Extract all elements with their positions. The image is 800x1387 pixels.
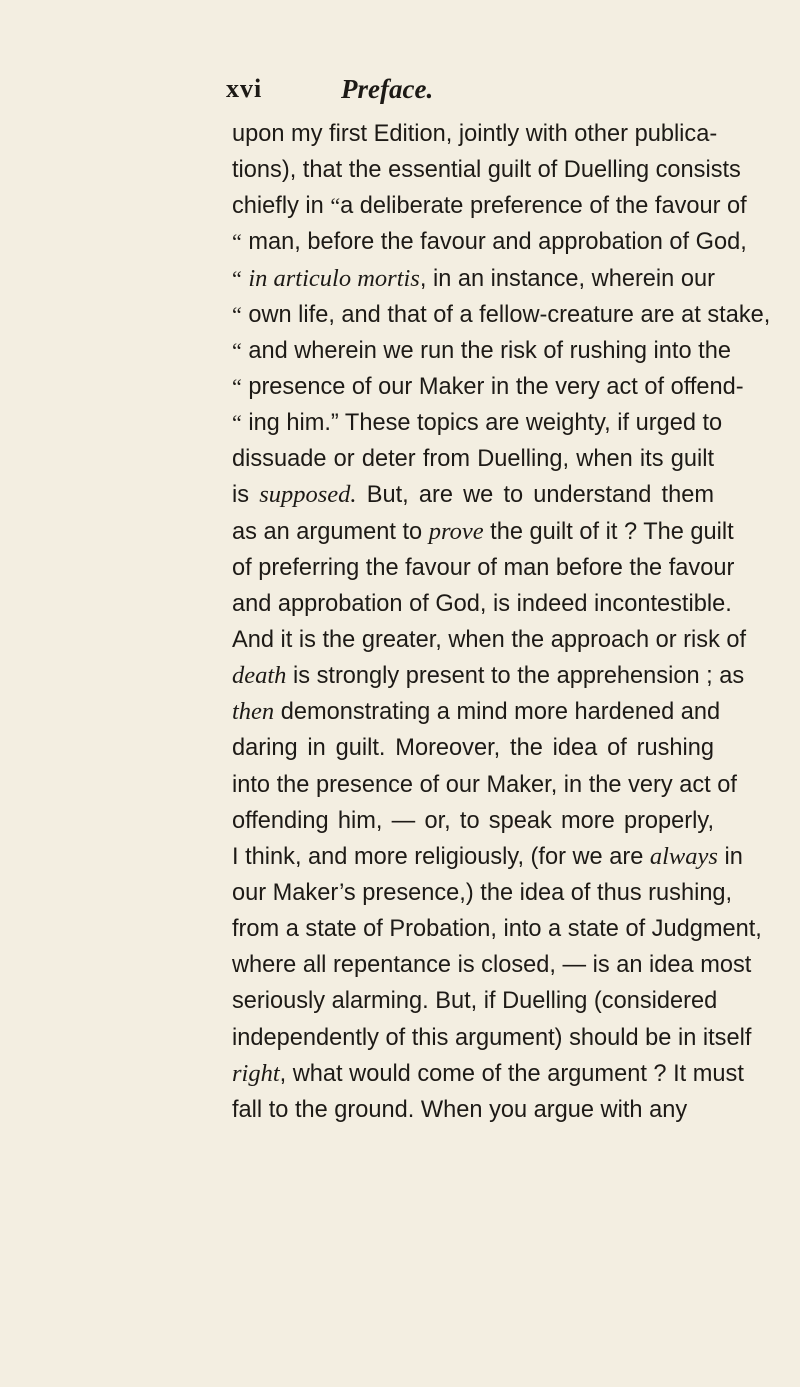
- italic-text: in articulo mortis: [248, 264, 420, 292]
- text-line: [232, 875, 733, 911]
- text-run: independently of this argument) should be in itself: [232, 1024, 752, 1051]
- text-run: our Maker’s presence,) the idea of thus rushing,: [232, 879, 733, 906]
- text-line: [232, 441, 714, 477]
- text-run: demonstrating a mind more hardened and: [274, 699, 721, 726]
- page-header: [0, 74, 800, 106]
- italic-text: always: [649, 842, 718, 870]
- text-line: [232, 224, 747, 260]
- italic-text: right: [232, 1059, 280, 1087]
- text-run: the guilt of it ? The guilt: [483, 518, 734, 545]
- text-run: from a state of Probation, into a state of Judgment,: [232, 916, 762, 943]
- text-run: seriously alarming. But, if Duelling (considered: [232, 988, 718, 1015]
- text-run: I think, and more religiously, (for we are: [232, 843, 650, 870]
- text-run: man, before the favour and approbation of God,: [241, 229, 747, 256]
- text-line: [232, 116, 718, 152]
- text-run: presence of our Maker in the very act of offend-: [241, 373, 744, 400]
- running-head: Preface.: [341, 74, 434, 104]
- italic-text: supposed.: [259, 481, 357, 509]
- quotation-mark: “: [232, 373, 242, 399]
- quotation-mark: “: [330, 193, 341, 219]
- text-line: [232, 405, 723, 441]
- italic-text: then: [232, 698, 275, 726]
- quotation-mark: “: [232, 337, 242, 363]
- text-line: [232, 1056, 744, 1092]
- text-run: where all repentance is closed, — is an idea most: [232, 952, 752, 979]
- text-line: [232, 514, 734, 550]
- text-line: [232, 911, 762, 947]
- text-run: is: [232, 482, 260, 509]
- text-run: upon my first Edition, jointly with other publica-: [232, 121, 718, 147]
- text-run: , what would come of the argument ? It must: [279, 1060, 744, 1087]
- quotation-mark: “: [232, 229, 242, 255]
- quotation-mark: “: [232, 410, 242, 436]
- text-line: [232, 586, 732, 622]
- text-run: daring in guilt. Moreover, the idea of rushing: [232, 735, 714, 762]
- text-line: [232, 947, 752, 983]
- body-text: [232, 116, 771, 1128]
- text-line: [232, 730, 714, 766]
- text-line: [232, 333, 731, 369]
- text-run: is strongly present to the apprehension ; as: [286, 663, 745, 690]
- text-run: as an argument to: [232, 518, 429, 545]
- quotation-mark: “: [232, 265, 242, 291]
- text-line: [232, 839, 743, 875]
- italic-text: death: [232, 662, 287, 690]
- text-line: [232, 803, 714, 839]
- text-line: [232, 694, 721, 730]
- text-line: [232, 767, 737, 803]
- text-run: And it is the greater, when the approach or risk of: [232, 626, 747, 653]
- text-run: of preferring the favour of man before the favour: [232, 554, 735, 581]
- text-run: tions), that the essential guilt of Duelling consists: [232, 157, 741, 184]
- text-line: [232, 1020, 752, 1056]
- text-line: [232, 658, 745, 694]
- page-number: xvi: [226, 74, 263, 103]
- text-run: fall to the ground. When you argue with any: [232, 1096, 688, 1123]
- text-line: [232, 983, 718, 1019]
- text-run: offending him, — or, to speak more properly,: [232, 807, 714, 834]
- text-line: [232, 261, 714, 297]
- text-run: dissuade or deter from Duelling, when its guilt: [232, 446, 714, 473]
- quotation-mark: “: [232, 301, 242, 327]
- text-line: [232, 550, 735, 586]
- text-run: and wherein we run the risk of rushing into the: [241, 337, 731, 364]
- text-line: [232, 297, 771, 333]
- text-run: and approbation of God, is indeed incontestible.: [232, 590, 732, 617]
- text-line: [232, 622, 747, 658]
- text-line: [232, 188, 747, 224]
- text-line: [232, 369, 744, 405]
- text-run: own life, and that of a fellow-creature are at stake,: [241, 301, 771, 328]
- text-line: [232, 1092, 714, 1128]
- text-run: into the presence of our Maker, in the very act of: [232, 771, 737, 798]
- text-run: But, are we to understand them: [356, 482, 714, 509]
- text-run: , in an instance, wherein our: [419, 265, 715, 292]
- text-run: chiefly in: [232, 193, 331, 220]
- italic-text: prove: [428, 517, 484, 545]
- text-run: ing him.” These topics are weighty, if urged to: [241, 410, 723, 437]
- text-line: [232, 477, 714, 513]
- text-line: [232, 152, 741, 188]
- text-run: a deliberate preference of the favour of: [340, 193, 747, 220]
- text-run: in: [717, 843, 743, 870]
